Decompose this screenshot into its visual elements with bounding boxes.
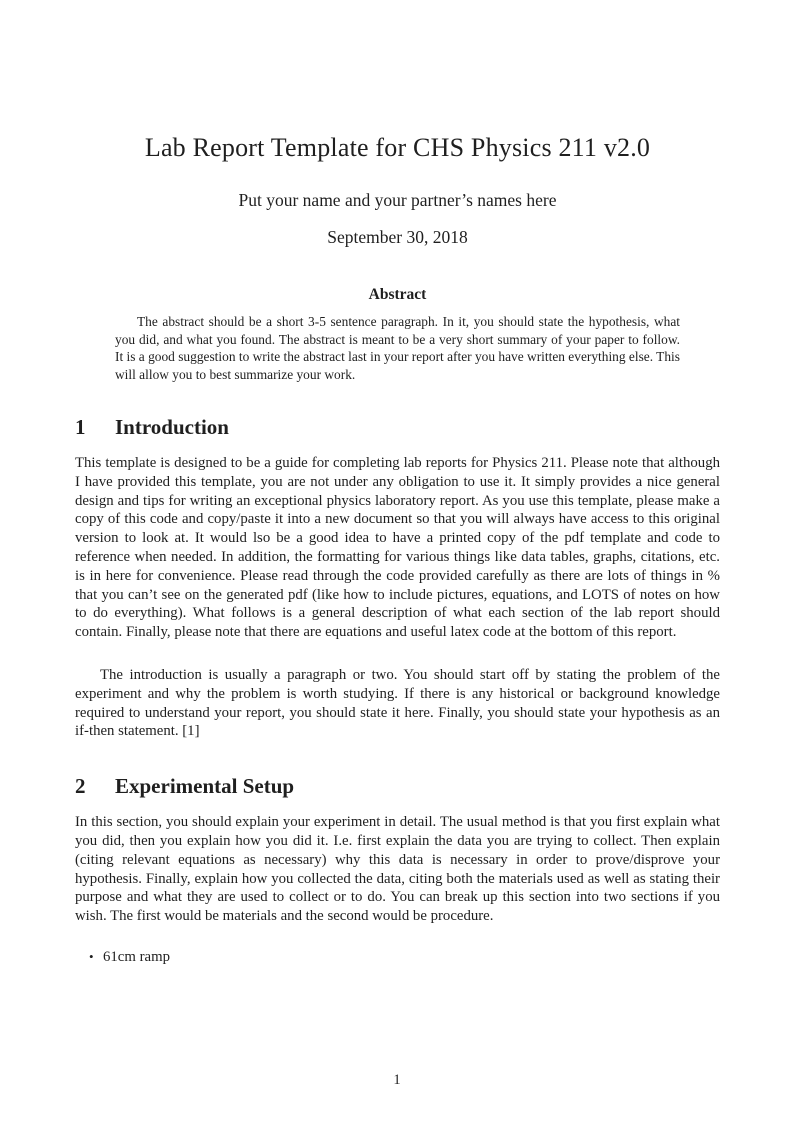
date-line: September 30, 2018	[327, 227, 468, 247]
page-number: 1	[393, 1072, 401, 1088]
section-2-heading	[75, 774, 720, 799]
materials-list	[75, 947, 720, 967]
abstract-section	[75, 285, 720, 383]
section-1-title: Introduction	[115, 415, 229, 439]
page-content	[0, 132, 794, 967]
document-title: Lab Report Template for CHS Physics 211 v2.0	[144, 133, 651, 162]
intro-paragraph-2: The introduction is usually a paragraph or two. You should start off by stating the problem of the experiment and why the problem is worth studying. If there is any historical or background knowledge required to understand your report, you should state it here. Finally, you should state your hypothesis as an if-then statement. [1]	[75, 666, 720, 740]
intro-paragraph-1: This template is designed to be a guide for completing lab reports for Physics 211. Please note that although I have provided this template, you are not under any obligation to use it. It simply provides a nice general design and tips for writing an exceptional physics laboratory report. As you use this template, please make a copy of this code and copy/paste it into a new document so that you will always have access to this original version to look at. It would lso be a good idea to have a printed copy of the pdf template and code to reference when needed. In addition, the formatting for various things like data tables, graphs, citations, etc. is in here for convenience. Please read through the code provided carefully as there are lots of things in % that you can’t see on the generated pdf (like how to include pictures, equations, and LOTS of notes on how to do everything). What follows is a general description of what each section of the lab report should contain. Finally, please note that there are equations and useful latex code at the bottom of this report.	[75, 455, 720, 641]
list-item-text: 61cm ramp	[103, 948, 170, 965]
abstract-body: The abstract should be a short 3-5 sentence paragraph. In it, you should state the hypothesis, what you did, and what you found. The abstract is meant to be a very short summary of your paper to follow. It is a good suggestion to write the abstract last in your report after you have written everything else. This will allow you to best summarize your work.	[115, 314, 680, 382]
bullet-icon: •	[89, 948, 94, 964]
section-experimental-setup	[75, 774, 720, 967]
section-1-heading	[75, 415, 720, 440]
section-2-title: Experimental Setup	[115, 774, 295, 799]
section-1-number: 1	[75, 415, 86, 439]
setup-paragraph-1: In this section, you should explain your experiment in detail. The usual method is that you first explain what you did, then you explain how you did it. I.e. first explain the data you are trying to collect. Then explain (citing relevant equations as necessary) why this data is necessary in order to prove/disprove your hypothesis. Finally, explain how you collected the data, citing both the materials used as well as stating their purpose and what they are used to collect or to do. You can break up this section into two sections if you wish. The first would be materials and the second would be procedure.	[75, 814, 720, 925]
title-block	[75, 132, 720, 248]
author-line: Put your name and your partner’s names here	[238, 190, 557, 210]
section-introduction	[75, 415, 720, 741]
list-item	[89, 947, 720, 967]
abstract-heading: Abstract	[368, 286, 427, 303]
section-2-number: 2	[75, 774, 86, 799]
